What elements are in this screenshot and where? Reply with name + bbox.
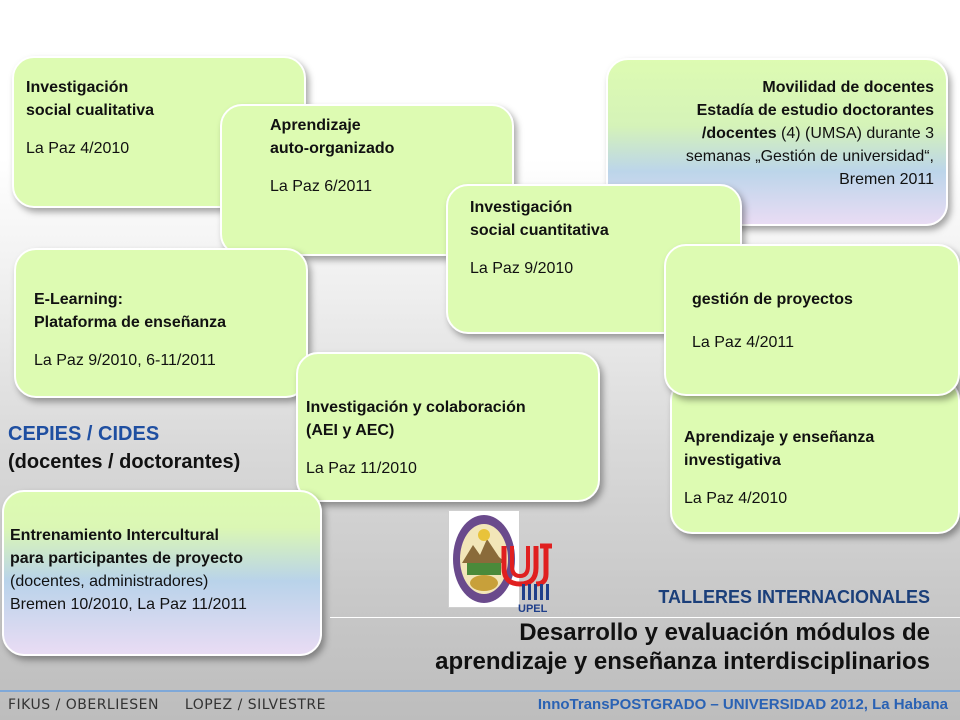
card-aprendizaje-investigativa <box>670 378 960 534</box>
footer-author-2: LOPEZ / SILVESTRE <box>184 697 326 713</box>
card-title-line1: Movilidad de docentes <box>762 79 934 96</box>
card-date: La Paz 4/2010 <box>26 140 130 157</box>
card-title-line1: Aprendizaje y enseñanza <box>684 429 875 446</box>
card-date: La Paz 6/2011 <box>270 178 373 195</box>
card-title-line2: social cuantitativa <box>470 222 609 239</box>
card-text-line3-bold: /docentes <box>701 125 777 142</box>
card-title-line2: Estadía de estudio doctorantes <box>696 102 934 119</box>
tuj-logo-icon <box>500 540 556 588</box>
card-entrenamiento-intercultural <box>2 490 322 656</box>
card-text-line3: (docentes, administradores) <box>10 573 209 590</box>
card-gestion-proyectos <box>664 244 960 396</box>
card-date: La Paz 9/2010, 6-11/2011 <box>34 352 216 369</box>
card-title-line1: E-Learning: <box>34 291 123 308</box>
card-title-line1: Investigación <box>26 79 129 96</box>
card-title-line2: para participantes de proyecto <box>10 550 243 567</box>
footer-divider <box>0 690 960 692</box>
card-text-line3 <box>594 122 934 145</box>
card-title-line2: Plataforma de enseñanza <box>34 314 227 331</box>
card-title-line2: (AEI y AEC) <box>306 422 395 439</box>
upel-logo-icon <box>516 584 560 614</box>
upel-logo-text: UPEL <box>518 603 548 614</box>
card-title-line2: social cualitativa <box>26 102 155 119</box>
card-date: La Paz 4/2010 <box>684 490 788 507</box>
card-e-learning <box>14 248 308 398</box>
card-title-line1: Investigación y colaboración <box>306 399 526 416</box>
card-investigacion-colaboracion <box>296 352 600 502</box>
footer-authors <box>8 697 352 713</box>
card-title-line1: gestión de proyectos <box>692 291 853 308</box>
footer-event: InnoTransPOSTGRADO – UNIVERSIDAD 2012, La Habana <box>537 696 948 713</box>
cepies-title: CEPIES / CIDES <box>8 423 160 445</box>
footer-author-1: FIKUS / OBERLIESEN <box>8 697 159 713</box>
card-text-line4: semanas „Gestión de universidad“, <box>685 148 934 165</box>
card-text-line4: Bremen 10/2010, La Paz 11/2011 <box>10 596 247 613</box>
card-date: La Paz 11/2010 <box>306 460 417 477</box>
talleres-description <box>435 618 930 676</box>
talleres-line2: aprendizaje y enseñanza interdisciplinarios <box>435 648 930 675</box>
card-title-line2: auto-organizado <box>270 140 395 157</box>
card-title-line2: investigativa <box>684 452 781 469</box>
card-date: La Paz 4/2011 <box>692 334 795 351</box>
card-text-line5: Bremen 2011 <box>839 171 934 188</box>
card-text-line3-rest: (4) (UMSA) durante 3 <box>776 125 934 142</box>
card-title-line1: Investigación <box>470 199 573 216</box>
card-title-line1: Aprendizaje <box>270 117 361 134</box>
card-title-line1: Entrenamiento Intercultural <box>10 527 219 544</box>
talleres-line1: Desarrollo y evaluación módulos de <box>519 619 930 646</box>
card-date: La Paz 9/2010 <box>470 260 574 277</box>
cepies-label <box>8 420 240 476</box>
cepies-subtitle: (docentes / doctorantes) <box>8 451 241 473</box>
talleres-title: TALLERES INTERNACIONALES <box>658 587 930 607</box>
